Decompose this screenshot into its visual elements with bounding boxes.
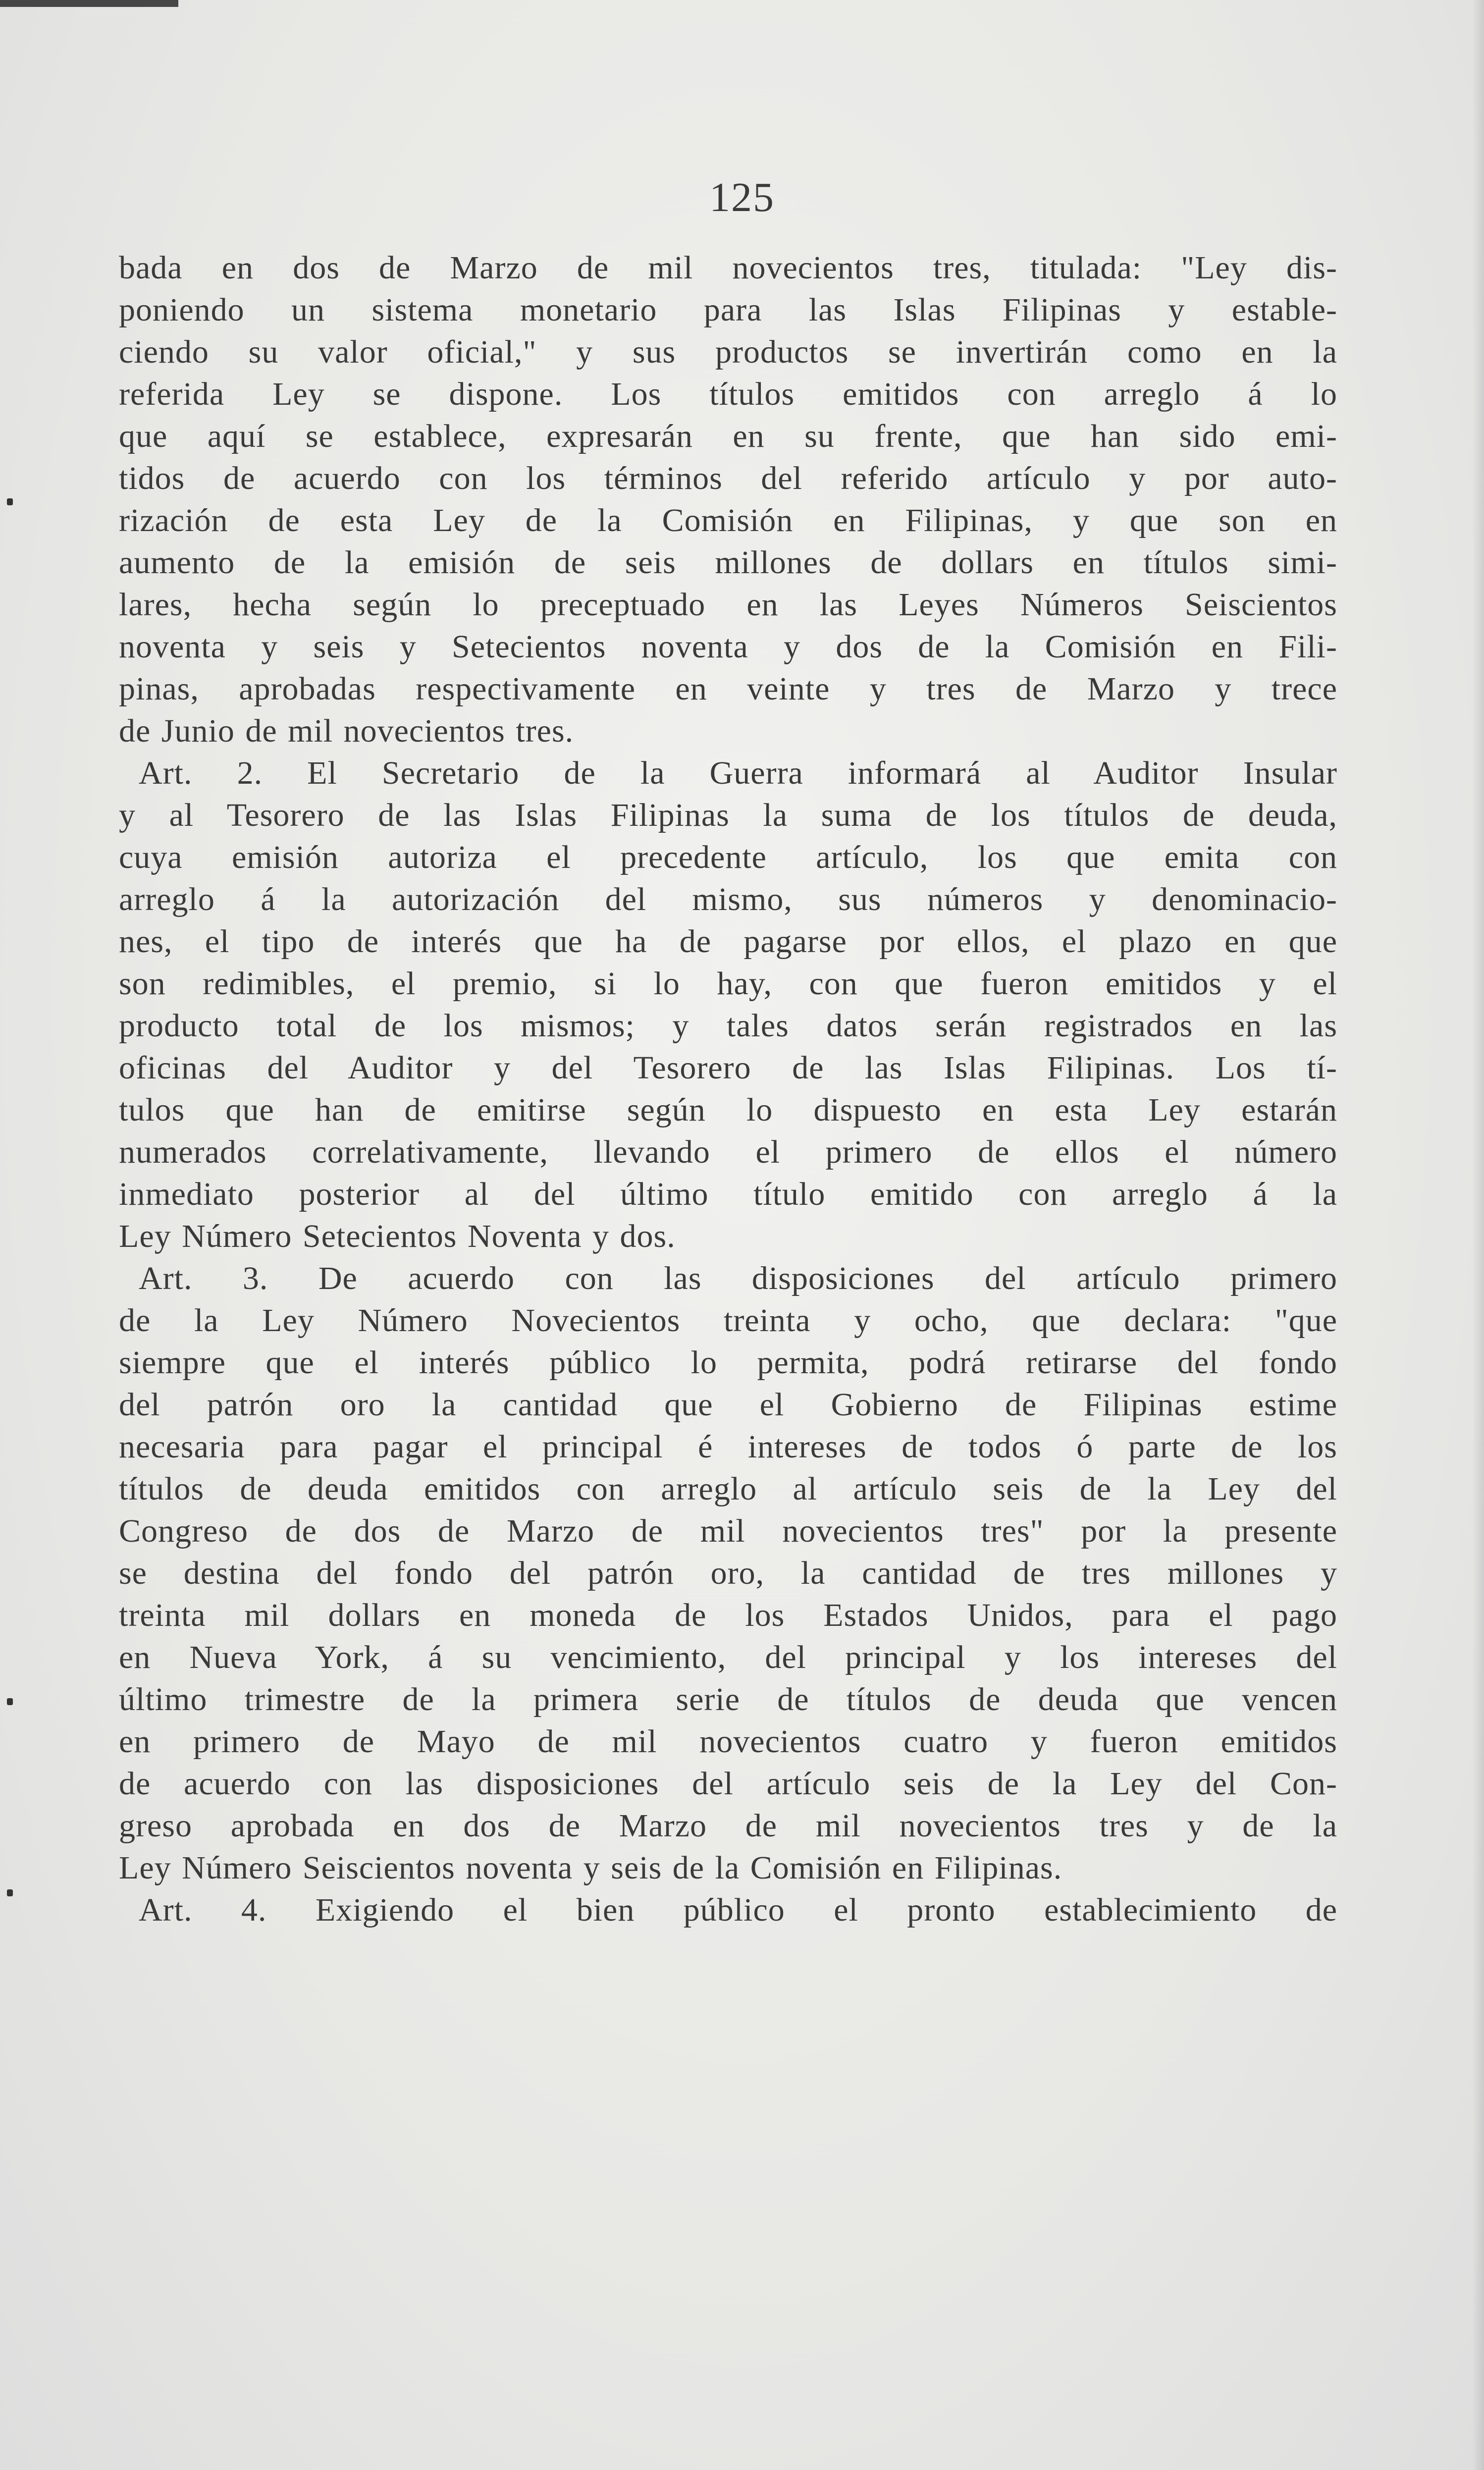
text-line: Congreso de dos de Marzo de mil novecientos tres" por la presente xyxy=(119,1513,1337,1549)
text-line: de la Ley Número Novecientos treinta y ocho, que declara: "que xyxy=(119,1302,1337,1339)
text-line: necesaria para pagar el principal é intereses de todos ó parte de los xyxy=(119,1429,1337,1465)
margin-mark xyxy=(7,498,13,505)
text-line: bada en dos de Marzo de mil novecientos tres, titulada: "Ley dis- xyxy=(119,250,1337,286)
text-line: ciendo su valor oficial," y sus productos se invertirán como en la xyxy=(119,334,1337,370)
text-line: greso aprobada en dos de Marzo de mil novecientos tres y de la xyxy=(119,1808,1337,1844)
text-line: de Junio de mil novecientos tres. xyxy=(119,713,574,749)
text-line: que aquí se establece, expresarán en su frente, que han sido emi- xyxy=(119,418,1337,454)
text-line: en Nueva York, á su vencimiento, del principal y los intereses del xyxy=(119,1639,1337,1675)
text-line: pinas, aprobadas respectivamente en veinte y tres de Marzo y trece xyxy=(119,671,1337,707)
text-line: oficinas del Auditor y del Tesorero de las Islas Filipinas. Los tí- xyxy=(119,1050,1337,1086)
text-line: y al Tesorero de las Islas Filipinas la suma de los títulos de deuda, xyxy=(119,797,1337,833)
scan-edge-shadow xyxy=(0,0,178,7)
text-line: producto total de los mismos; y tales datos serán registrados en las xyxy=(119,1008,1337,1044)
text-line: Ley Número Seiscientos noventa y seis de la Comisión en Filipinas. xyxy=(119,1850,1062,1886)
text-line: inmediato posterior al del último título emitido con arreglo á la xyxy=(119,1176,1337,1212)
scan-edge-shadow-right xyxy=(1472,0,1484,2470)
text-line: siempre que el interés público lo permita, podrá retirarse del fondo xyxy=(119,1344,1337,1381)
text-line: treinta mil dollars en moneda de los Estados Unidos, para el pago xyxy=(119,1597,1337,1633)
text-line: referida Ley se dispone. Los títulos emitidos con arreglo á lo xyxy=(119,376,1337,412)
text-line: lares, hecha según lo preceptuado en las Leyes Números Seiscientos xyxy=(119,587,1337,623)
text-line: último trimestre de la primera serie de títulos de deuda que vencen xyxy=(119,1681,1337,1718)
text-line: poniendo un sistema monetario para las Islas Filipinas y estable- xyxy=(119,292,1337,328)
page-number: 125 xyxy=(709,174,775,220)
text-line: del patrón oro la cantidad que el Gobierno de Filipinas estime xyxy=(119,1387,1337,1423)
margin-mark xyxy=(7,1698,13,1705)
text-line: son redimibles, el premio, si lo hay, con que fueron emitidos y el xyxy=(119,966,1337,1002)
text-line: títulos de deuda emitidos con arreglo al artículo seis de la Ley del xyxy=(119,1471,1337,1507)
text-line: en primero de Mayo de mil novecientos cuatro y fueron emitidos xyxy=(119,1723,1337,1760)
text-line: de acuerdo con las disposiciones del artículo seis de la Ley del Con- xyxy=(119,1766,1337,1802)
text-line: nes, el tipo de interés que ha de pagarse por ellos, el plazo en que xyxy=(119,923,1337,960)
article-heading-line: Art. 4. Exigiendo el bien público el pronto establecimiento de xyxy=(139,1892,1337,1928)
text-line: Ley Número Setecientos Noventa y dos. xyxy=(119,1218,676,1254)
text-line: numerados correlativamente, llevando el primero de ellos el número xyxy=(119,1134,1337,1170)
text-line: se destina del fondo del patrón oro, la cantidad de tres millones y xyxy=(119,1555,1337,1591)
body-text xyxy=(119,247,1337,1931)
text-line: arreglo á la autorización del mismo, sus números y denominacio- xyxy=(119,881,1337,917)
article-heading-line: Art. 3. De acuerdo con las disposiciones del artículo primero xyxy=(139,1260,1337,1296)
text-line: tulos que han de emitirse según lo dispuesto en esta Ley estarán xyxy=(119,1092,1337,1128)
text-line: noventa y seis y Setecientos noventa y dos de la Comisión en Fili- xyxy=(119,629,1337,665)
text-line: cuya emisión autoriza el precedente artículo, los que emita con xyxy=(119,839,1337,875)
text-line: tidos de acuerdo con los términos del referido artículo y por auto- xyxy=(119,460,1337,496)
text-line: aumento de la emisión de seis millones de dollars en títulos simi- xyxy=(119,544,1337,581)
article-heading-line: Art. 2. El Secretario de la Guerra informará al Auditor Insular xyxy=(139,755,1337,791)
text-line: rización de esta Ley de la Comisión en Filipinas, y que son en xyxy=(119,502,1337,538)
margin-mark xyxy=(7,1889,13,1896)
